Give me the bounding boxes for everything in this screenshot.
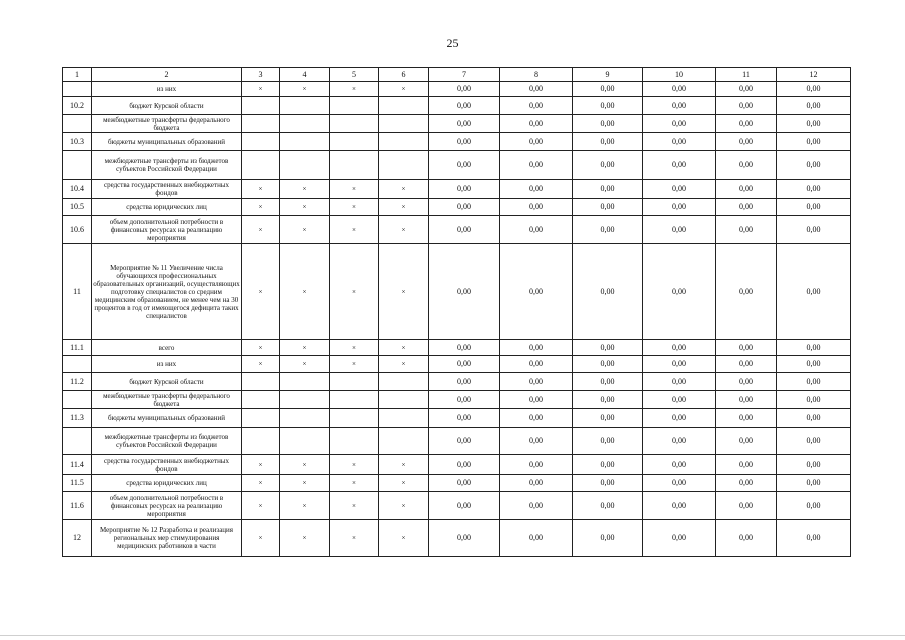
value-cell: 0,00 (500, 216, 573, 244)
row-number: 10.5 (63, 199, 92, 216)
row-number: 10.6 (63, 216, 92, 244)
value-cell: 0,00 (716, 82, 777, 97)
value-cell: 0,00 (573, 97, 643, 115)
row-number (63, 356, 92, 373)
value-cell: 0,00 (777, 492, 851, 520)
row-label: бюджет Курской области (92, 373, 242, 391)
value-cell: 0,00 (429, 180, 500, 199)
value-cell: 0,00 (429, 391, 500, 409)
value-cell: 0,00 (429, 133, 500, 151)
table-row (63, 492, 851, 520)
row-label: объем дополнительной потребности в финансовых ресурсах на реализацию мероприятия (92, 492, 242, 520)
header-cell: 7 (429, 68, 500, 82)
mark-cell: × (330, 475, 379, 492)
mark-cell (330, 428, 379, 455)
table-row (63, 455, 851, 475)
table-row (63, 244, 851, 340)
mark-cell (330, 115, 379, 133)
row-number (63, 82, 92, 97)
value-cell: 0,00 (643, 373, 716, 391)
mark-cell: × (280, 520, 330, 557)
row-number (63, 391, 92, 409)
mark-cell: × (330, 356, 379, 373)
value-cell: 0,00 (777, 244, 851, 340)
mark-cell: × (379, 340, 429, 356)
value-cell: 0,00 (777, 97, 851, 115)
mark-cell: × (330, 216, 379, 244)
header-cell: 8 (500, 68, 573, 82)
mark-cell: × (379, 455, 429, 475)
value-cell: 0,00 (500, 356, 573, 373)
value-cell: 0,00 (643, 115, 716, 133)
mark-cell (379, 391, 429, 409)
value-cell: 0,00 (573, 244, 643, 340)
mark-cell: × (330, 455, 379, 475)
row-label: средства государственных внебюджетных фондов (92, 455, 242, 475)
row-number: 10.2 (63, 97, 92, 115)
mark-cell (330, 391, 379, 409)
value-cell: 0,00 (500, 199, 573, 216)
value-cell: 0,00 (500, 97, 573, 115)
row-number: 11.4 (63, 455, 92, 475)
value-cell: 0,00 (500, 151, 573, 180)
mark-cell (330, 409, 379, 428)
value-cell: 0,00 (643, 82, 716, 97)
mark-cell (280, 97, 330, 115)
mark-cell: × (280, 340, 330, 356)
mark-cell: × (280, 244, 330, 340)
mark-cell (280, 409, 330, 428)
row-label: из них (92, 356, 242, 373)
value-cell: 0,00 (777, 133, 851, 151)
header-cell: 10 (643, 68, 716, 82)
value-cell: 0,00 (716, 97, 777, 115)
table-row (63, 216, 851, 244)
value-cell: 0,00 (573, 455, 643, 475)
mark-cell: × (280, 455, 330, 475)
row-number: 11.3 (63, 409, 92, 428)
row-number: 10.3 (63, 133, 92, 151)
mark-cell: × (330, 180, 379, 199)
header-cell: 1 (63, 68, 92, 82)
value-cell: 0,00 (429, 356, 500, 373)
row-number: 11.2 (63, 373, 92, 391)
row-number (63, 151, 92, 180)
mark-cell (242, 409, 280, 428)
mark-cell: × (242, 340, 280, 356)
table-row (63, 133, 851, 151)
mark-cell: × (280, 180, 330, 199)
value-cell: 0,00 (777, 115, 851, 133)
row-number: 12 (63, 520, 92, 557)
table-row (63, 180, 851, 199)
mark-cell: × (242, 82, 280, 97)
value-cell: 0,00 (716, 520, 777, 557)
value-cell: 0,00 (777, 373, 851, 391)
mark-cell: × (379, 244, 429, 340)
value-cell: 0,00 (573, 133, 643, 151)
page-number: 25 (446, 36, 459, 50)
mark-cell: × (242, 455, 280, 475)
value-cell: 0,00 (500, 409, 573, 428)
mark-cell: × (242, 244, 280, 340)
value-cell: 0,00 (643, 97, 716, 115)
row-label: бюджет Курской области (92, 97, 242, 115)
value-cell: 0,00 (429, 492, 500, 520)
value-cell: 0,00 (573, 492, 643, 520)
table-row (63, 520, 851, 557)
value-cell: 0,00 (429, 199, 500, 216)
value-cell: 0,00 (777, 391, 851, 409)
row-label: межбюджетные трансферты из бюджетов субъектов Российской Федерации (92, 428, 242, 455)
mark-cell: × (280, 82, 330, 97)
mark-cell: × (242, 520, 280, 557)
value-cell: 0,00 (573, 82, 643, 97)
table-row (63, 340, 851, 356)
value-cell: 0,00 (429, 409, 500, 428)
value-cell: 0,00 (716, 115, 777, 133)
value-cell: 0,00 (573, 428, 643, 455)
value-cell: 0,00 (573, 216, 643, 244)
value-cell: 0,00 (716, 356, 777, 373)
table-row (63, 475, 851, 492)
value-cell: 0,00 (643, 409, 716, 428)
mark-cell: × (330, 340, 379, 356)
value-cell: 0,00 (429, 97, 500, 115)
mark-cell: × (280, 216, 330, 244)
mark-cell (280, 151, 330, 180)
mark-cell (242, 97, 280, 115)
value-cell: 0,00 (500, 455, 573, 475)
value-cell: 0,00 (643, 244, 716, 340)
mark-cell (280, 115, 330, 133)
value-cell: 0,00 (643, 199, 716, 216)
value-cell: 0,00 (573, 199, 643, 216)
value-cell: 0,00 (716, 492, 777, 520)
mark-cell (242, 428, 280, 455)
value-cell: 0,00 (500, 82, 573, 97)
value-cell: 0,00 (716, 373, 777, 391)
mark-cell (242, 391, 280, 409)
value-cell: 0,00 (777, 151, 851, 180)
value-cell: 0,00 (777, 475, 851, 492)
row-label: средства государственных внебюджетных фондов (92, 180, 242, 199)
value-cell: 0,00 (429, 428, 500, 455)
table-row (63, 115, 851, 133)
mark-cell (280, 373, 330, 391)
row-number: 10.4 (63, 180, 92, 199)
value-cell: 0,00 (716, 180, 777, 199)
mark-cell: × (379, 475, 429, 492)
mark-cell: × (379, 199, 429, 216)
mark-cell: × (242, 356, 280, 373)
mark-cell (379, 133, 429, 151)
value-cell: 0,00 (777, 428, 851, 455)
value-cell: 0,00 (500, 475, 573, 492)
row-label: всего (92, 340, 242, 356)
value-cell: 0,00 (500, 428, 573, 455)
mark-cell: × (379, 520, 429, 557)
value-cell: 0,00 (500, 373, 573, 391)
mark-cell (330, 133, 379, 151)
row-number (63, 115, 92, 133)
mark-cell: × (242, 180, 280, 199)
mark-cell (280, 391, 330, 409)
row-label: объем дополнительной потребности в финансовых ресурсах на реализацию мероприятия (92, 216, 242, 244)
value-cell: 0,00 (573, 391, 643, 409)
value-cell: 0,00 (716, 475, 777, 492)
value-cell: 0,00 (716, 409, 777, 428)
value-cell: 0,00 (500, 492, 573, 520)
value-cell: 0,00 (429, 475, 500, 492)
mark-cell: × (379, 216, 429, 244)
table-row (63, 373, 851, 391)
value-cell: 0,00 (716, 340, 777, 356)
value-cell: 0,00 (777, 216, 851, 244)
mark-cell: × (242, 492, 280, 520)
value-cell: 0,00 (500, 340, 573, 356)
table-row (63, 97, 851, 115)
row-label: межбюджетные трансферты федерального бюджета (92, 391, 242, 409)
mark-cell: × (379, 82, 429, 97)
row-label: Мероприятие № 12 Разработка и реализация региональных мер стимулирования медицинских работников в части (92, 520, 242, 557)
value-cell: 0,00 (716, 391, 777, 409)
value-cell: 0,00 (716, 151, 777, 180)
value-cell: 0,00 (716, 428, 777, 455)
value-cell: 0,00 (643, 428, 716, 455)
mark-cell (379, 409, 429, 428)
value-cell: 0,00 (573, 180, 643, 199)
mark-cell (379, 97, 429, 115)
header-cell: 9 (573, 68, 643, 82)
value-cell: 0,00 (429, 151, 500, 180)
mark-cell: × (330, 199, 379, 216)
row-label: из них (92, 82, 242, 97)
value-cell: 0,00 (429, 216, 500, 244)
mark-cell: × (330, 244, 379, 340)
table-row (63, 82, 851, 97)
mark-cell: × (330, 82, 379, 97)
value-cell: 0,00 (716, 216, 777, 244)
value-cell: 0,00 (777, 199, 851, 216)
mark-cell (330, 97, 379, 115)
header-cell: 4 (280, 68, 330, 82)
table-row (63, 151, 851, 180)
table-row (63, 409, 851, 428)
mark-cell (379, 115, 429, 133)
table-row (63, 428, 851, 455)
mark-cell: × (242, 216, 280, 244)
value-cell: 0,00 (643, 492, 716, 520)
value-cell: 0,00 (429, 455, 500, 475)
value-cell: 0,00 (643, 133, 716, 151)
row-label: средства юридических лиц (92, 475, 242, 492)
value-cell: 0,00 (643, 520, 716, 557)
mark-cell (330, 151, 379, 180)
value-cell: 0,00 (643, 180, 716, 199)
value-cell: 0,00 (573, 356, 643, 373)
row-label: средства юридических лиц (92, 199, 242, 216)
value-cell: 0,00 (500, 520, 573, 557)
value-cell: 0,00 (573, 151, 643, 180)
value-cell: 0,00 (716, 133, 777, 151)
value-cell: 0,00 (643, 391, 716, 409)
mark-cell (280, 428, 330, 455)
table-row (63, 391, 851, 409)
mark-cell (242, 151, 280, 180)
value-cell: 0,00 (500, 180, 573, 199)
mark-cell: × (379, 492, 429, 520)
value-cell: 0,00 (500, 391, 573, 409)
row-label: бюджеты муниципальных образований (92, 133, 242, 151)
value-cell: 0,00 (573, 373, 643, 391)
row-number: 11.6 (63, 492, 92, 520)
value-cell: 0,00 (777, 520, 851, 557)
value-cell: 0,00 (777, 340, 851, 356)
value-cell: 0,00 (500, 244, 573, 340)
value-cell: 0,00 (429, 244, 500, 340)
header-cell: 3 (242, 68, 280, 82)
mark-cell: × (280, 492, 330, 520)
value-cell: 0,00 (573, 409, 643, 428)
value-cell: 0,00 (429, 520, 500, 557)
value-cell: 0,00 (643, 151, 716, 180)
value-cell: 0,00 (429, 115, 500, 133)
mark-cell: × (379, 356, 429, 373)
row-label: межбюджетные трансферты из бюджетов субъектов Российской Федерации (92, 151, 242, 180)
budget-table (62, 67, 851, 557)
value-cell: 0,00 (716, 455, 777, 475)
value-cell: 0,00 (777, 356, 851, 373)
row-label: Мероприятие № 11 Увеличение числа обучающихся профессиональных образовательных организаций, осуществляющих подготовку специалистов со средним медицинским образованием, не менее чем на 30 процентов в год от имеющегося дефицита таких специалистов (92, 244, 242, 340)
value-cell: 0,00 (573, 520, 643, 557)
header-cell: 5 (330, 68, 379, 82)
value-cell: 0,00 (573, 115, 643, 133)
mark-cell (379, 373, 429, 391)
value-cell: 0,00 (429, 373, 500, 391)
value-cell: 0,00 (643, 340, 716, 356)
value-cell: 0,00 (777, 180, 851, 199)
table-row (63, 199, 851, 216)
mark-cell (242, 133, 280, 151)
row-number (63, 428, 92, 455)
mark-cell: × (242, 199, 280, 216)
value-cell: 0,00 (500, 115, 573, 133)
row-number: 11.1 (63, 340, 92, 356)
row-number: 11 (63, 244, 92, 340)
mark-cell (379, 151, 429, 180)
mark-cell: × (280, 356, 330, 373)
mark-cell: × (280, 475, 330, 492)
value-cell: 0,00 (573, 340, 643, 356)
header-cell: 6 (379, 68, 429, 82)
mark-cell (330, 373, 379, 391)
row-label: межбюджетные трансферты федерального бюджета (92, 115, 242, 133)
value-cell: 0,00 (643, 356, 716, 373)
value-cell: 0,00 (643, 455, 716, 475)
mark-cell (242, 373, 280, 391)
value-cell: 0,00 (777, 409, 851, 428)
header-cell: 2 (92, 68, 242, 82)
header-row (63, 68, 851, 82)
value-cell: 0,00 (777, 455, 851, 475)
value-cell: 0,00 (643, 475, 716, 492)
value-cell: 0,00 (777, 82, 851, 97)
row-label: бюджеты муниципальных образований (92, 409, 242, 428)
mark-cell: × (280, 199, 330, 216)
value-cell: 0,00 (716, 199, 777, 216)
mark-cell (280, 133, 330, 151)
mark-cell: × (242, 475, 280, 492)
row-number: 11.5 (63, 475, 92, 492)
value-cell: 0,00 (643, 216, 716, 244)
mark-cell: × (330, 520, 379, 557)
value-cell: 0,00 (573, 475, 643, 492)
mark-cell: × (379, 180, 429, 199)
scan-edge-line (0, 635, 905, 636)
table-body (63, 68, 851, 557)
value-cell: 0,00 (500, 133, 573, 151)
value-cell: 0,00 (716, 244, 777, 340)
value-cell: 0,00 (429, 340, 500, 356)
mark-cell: × (330, 492, 379, 520)
value-cell: 0,00 (429, 82, 500, 97)
header-cell: 11 (716, 68, 777, 82)
mark-cell (379, 428, 429, 455)
mark-cell (242, 115, 280, 133)
header-cell: 12 (777, 68, 851, 82)
table-row (63, 356, 851, 373)
